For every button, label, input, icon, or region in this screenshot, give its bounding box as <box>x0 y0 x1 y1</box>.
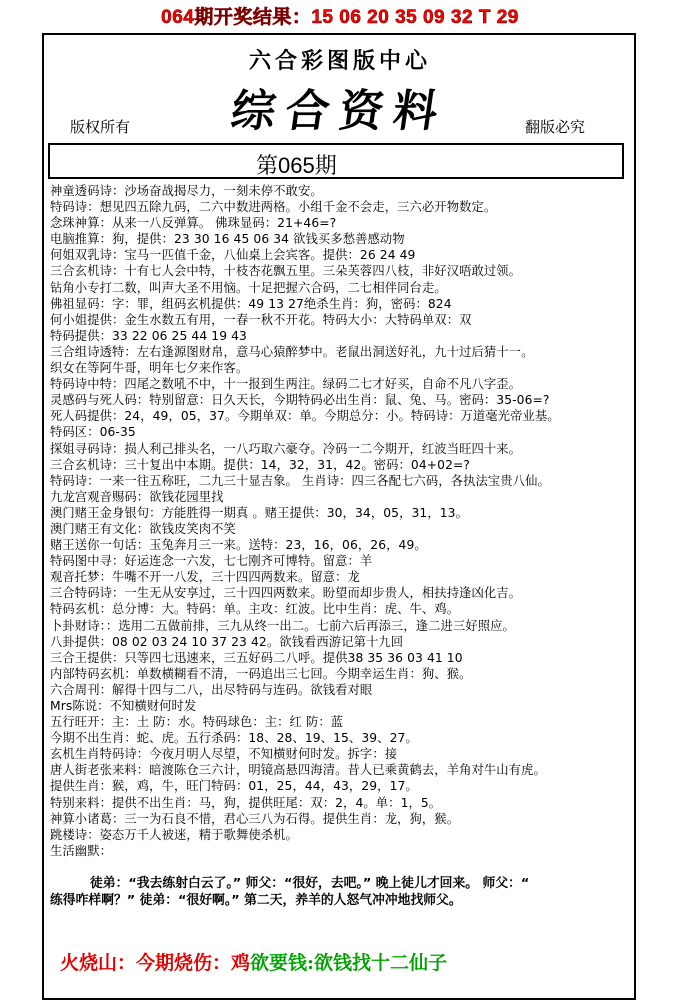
bottom-part-3: 欲要钱: <box>250 951 315 974</box>
content-line: 特码诗：一来一往五称旺，二九三十显吉象。 生肖诗：四三各配七六码，各执法宝贵八仙。 <box>50 473 550 488</box>
content-line: Mrs陈说：不知横财何时发 <box>50 699 197 713</box>
issue-number: 第065期 <box>256 153 337 178</box>
bottom-part-2: 鸡 <box>231 951 251 974</box>
top-banner <box>0 0 680 30</box>
content-line: 佛祖显码：字：罪，组码玄机提供：49 13 27绝杀生肖：狗，密码：824 <box>50 296 452 311</box>
content-line: 玄机生肖特码诗：今夜月明人尽望，不知横财何时发。拆字：接 <box>50 747 398 762</box>
dialog-line-1: 徒弟：“我去练射白云了。” 师父：“很好，去吧。” 晚上徒儿才回来。 师父：“ <box>90 876 530 891</box>
humor-dialog <box>50 875 620 909</box>
header-title: 六合彩图版中心 <box>248 48 431 74</box>
content-line: 神算小诸葛：三一为石良不惜，君心三八为石得。提供生肖：龙，狗，猴。 <box>50 811 460 826</box>
content-line: 织女在等阿牛哥，明年七夕来作客。 <box>50 361 249 376</box>
bottom-bar <box>60 946 630 976</box>
content-line: 三合特码诗：一生无从安享过，三十四四两数来。盼望而却步贵人，相扶持逢凶化吉。 <box>50 586 522 601</box>
dialog-line-2: 练得咋样啊？” 徒弟：“很好啊。” 第二天，养羊的人怒气冲冲地找师父。 <box>50 893 462 908</box>
content-line: 灵感码与死人码：特别留意：日久天长，今期特码必出生肖：鼠、兔、马。密码：35-06=? <box>50 393 550 408</box>
content-line: 九龙宫观音赐码：欲钱花园里找 <box>50 489 224 504</box>
content-line: 六合周刊：解得十四与二八，出尽特码与连码。欲钱看对眼 <box>50 682 373 697</box>
content-line: 特码区：06-35 <box>50 425 136 440</box>
content-line: 念珠神算：从来一八反弹算。 佛珠显码：21+46=? <box>50 216 337 231</box>
bottom-part-1: 火烧山：今期烧伤： <box>60 951 232 974</box>
content-line: 今期不出生肖：蛇、虎。五行杀码：18、28、19、15、39、27。 <box>50 731 418 746</box>
content-line: 三合玄机诗：三十复出中本期。提供：14，32，31，42。密码：04+02=? <box>50 457 471 472</box>
content-line: 生活幽默： <box>50 843 112 858</box>
content-line: 探姐寻码诗：损人利己排头名，一八巧取六豪夺。冷码一二今期开，红波当旺四十来。 <box>50 441 522 456</box>
content-line: 特码诗：想见四五除九码，二六中数进两格。小组千金不会走，三六必开物数定。 <box>50 200 497 215</box>
bottom-part-4: 欲钱找十二仙子 <box>314 951 448 974</box>
content-line: 澳门赌王有文化：欲钱皮笑肉不笑 <box>50 521 236 536</box>
content-line: 特码诗中特：四尾之数吼不中，十一报到生两注。绿码二七才好买，自命不凡八字歪。 <box>50 377 522 392</box>
copyright-left: 版权所有 <box>70 118 131 136</box>
content-line: 三合玄机诗：十有七人会中特，十枝杏花飘五里。三朵芙蓉四八枝，非好汉唔敢过领。 <box>50 264 522 279</box>
content-line: 三合王提供：只等四七迅速来，三五好码二八呼。提供38 35 36 03 41 10 <box>50 650 463 665</box>
content-line: 跳楼诗：姿态万千人被迷，精于歌舞使杀机。 <box>50 827 298 842</box>
copyright-right: 翻版必究 <box>525 118 586 136</box>
content-line: 特码玄机：总分博：大。特码：单。主攻：红波。比中生肖：虎、牛、鸡。 <box>50 602 460 617</box>
issue-box <box>48 143 624 179</box>
content-line: 何小姐提供：金生水数五有用，一春一秋不开花。特码大小：大特码单双：双 <box>50 312 472 327</box>
content-line: 卜卦财诗：：选用二五做前排，三九从终一出二。七前六后再添三，逢二进三好照应。 <box>50 618 515 633</box>
content-line: 钻角小专打二数，叫声大圣不用恼。十足把握六合码，二七相伴同台走。 <box>50 280 447 295</box>
content-line: 唐人街老张来料：暗渡陈仓三六计，明镜高悬四海清。昔人已乘黄鹤去，羊角对牛山有虎。 <box>50 763 546 778</box>
content-line: 特码提供：33 22 06 25 44 19 43 <box>50 328 247 343</box>
content-line: 神童透码诗：沙场奋战揭尽力，一刻未停不敢安。 <box>50 184 323 198</box>
content-line: 赌王送你一句话：玉兔奔月三一来。送特：23，16，06，26，49。 <box>50 538 427 553</box>
content-line: 三合组诗透特：左右逢源图财帛，意马心猿醉梦中。老鼠出洞送好礼，九十过后猜十一。 <box>50 344 534 359</box>
content-line: 观音托梦：牛嘴不开一八发，三十四四两数来。留意：龙 <box>50 570 360 585</box>
content-line: 八卦提供：08 02 03 24 10 37 23 42。欲钱看西游记第十九回 <box>50 634 404 649</box>
content-line: 内部特码玄机：单数横糊看不清，一码追出三七回。今期幸运生肖：狗、猴。 <box>50 666 472 681</box>
content-line: 特别来料：提供不出生肖：马，狗，提供旺尾：双：2，4。单：1，5。 <box>50 795 442 810</box>
content-list <box>50 183 630 859</box>
header-big-title: 综合资料 <box>227 86 451 137</box>
content-line: 五行旺开：主：土 防：水。特码球色：主：红 防：蓝 <box>50 715 344 730</box>
content-line: 死人码提供：24，49，05，37。今期单双：单。今期总分：小。特码诗：万道毫光帝业基。 <box>50 409 560 424</box>
content-line: 特码图中寻：好运连念一六发，七七刚齐可博特。留意：羊 <box>50 554 373 569</box>
content-line: 何姐双乳诗：宝马一匹值千金，八仙桌上会宾客。提供：26 24 49 <box>50 248 416 263</box>
content-line: 提供生肖：猴，鸡，牛，旺门特码：01，25，44，43，29，17。 <box>50 779 418 794</box>
top-banner-text: 064期开奖结果：15 06 20 35 09 32 T 29 <box>161 6 519 28</box>
content-line: 电脑推算：狗，提供：23 30 16 45 06 34 欲钱买多愁善感动物 <box>50 232 405 247</box>
content-line: 澳门赌王金身银句：方能胜得一期真 。赌王提供：30，34，05，31，13。 <box>50 505 468 520</box>
